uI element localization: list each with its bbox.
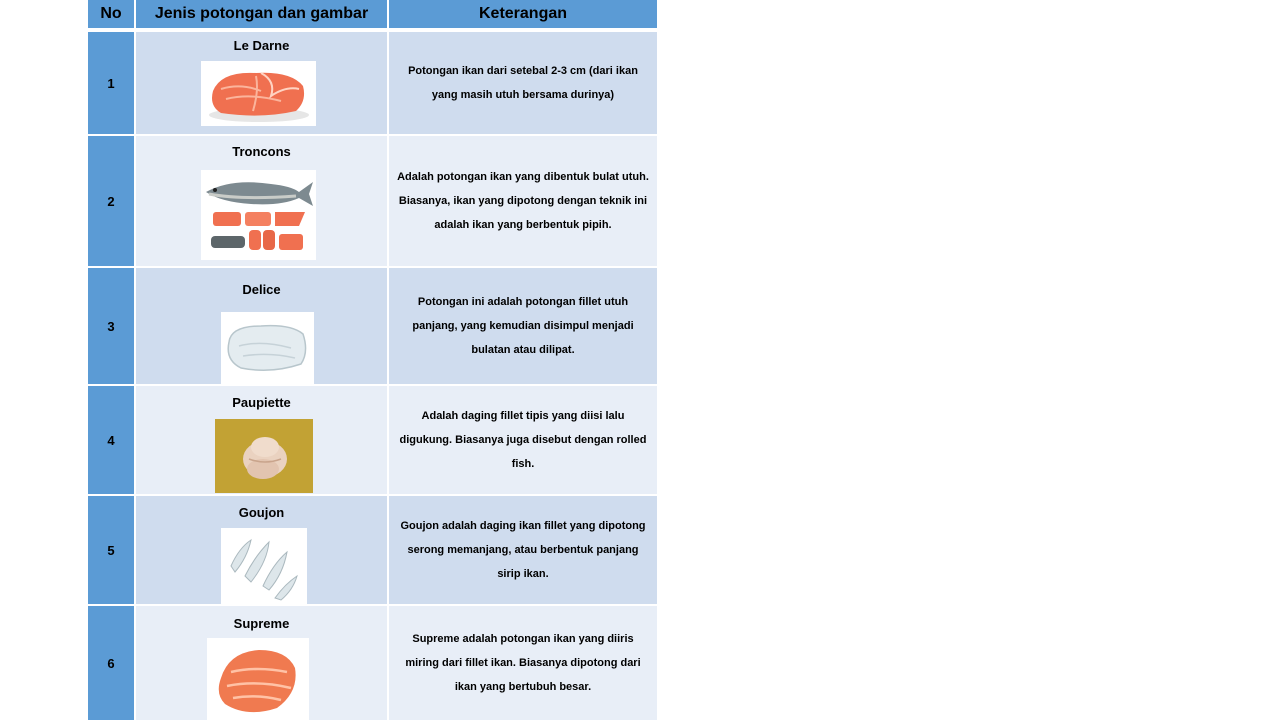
table-row — [88, 496, 657, 604]
row-number: 5 — [88, 496, 134, 604]
table-row — [88, 606, 657, 720]
row-number: 4 — [88, 386, 134, 494]
cut-cell — [136, 386, 387, 494]
row-number: 3 — [88, 268, 134, 384]
cut-cell — [136, 136, 387, 266]
desc-cell — [389, 496, 657, 604]
white-fillet-image — [221, 312, 314, 384]
cut-description: Adalah potongan ikan yang dibentuk bulat utuh. Biasanya, ikan yang dipotong dengan teknik ini adalah ikan yang berbentuk pipih. — [397, 171, 649, 231]
cut-description: Potongan ini adalah potongan fillet utuh panjang, yang kemudian disimpul menjadi bulatan atau dilipat. — [412, 296, 634, 356]
row-number: 1 — [88, 32, 134, 134]
cut-title: Delice — [242, 282, 281, 297]
cut-title: Le Darne — [233, 38, 290, 53]
rolled-fish-image — [215, 419, 313, 493]
table-row — [88, 386, 657, 494]
header-jenis: Jenis potongan dan gambar — [136, 0, 387, 28]
desc-cell — [389, 386, 657, 494]
desc-cell — [389, 136, 657, 266]
desc-cell — [389, 32, 657, 134]
cut-cell — [136, 268, 387, 384]
cut-description: Potongan ikan dari setebal 2-3 cm (dari ikan yang masih utuh bersama durinya) — [408, 65, 638, 101]
desc-cell — [389, 606, 657, 720]
cut-title: Troncons — [232, 144, 291, 159]
table-row — [88, 136, 657, 266]
cut-cell — [136, 606, 387, 720]
whole-fish-sliced-image — [201, 170, 316, 260]
table-row — [88, 32, 657, 134]
cut-description: Adalah daging fillet tipis yang diisi lalu digukung. Biasanya juga disebut dengan rolled fish. — [399, 410, 647, 470]
row-number: 6 — [88, 606, 134, 720]
cut-title: Supreme — [233, 616, 290, 631]
header-keterangan: Keterangan — [389, 0, 657, 28]
header-no: No — [88, 0, 134, 28]
cut-title: Paupiette — [232, 395, 291, 410]
fish-strips-image — [221, 528, 307, 604]
row-number: 2 — [88, 136, 134, 266]
cut-cell — [136, 32, 387, 134]
cut-title: Goujon — [238, 505, 285, 520]
cut-description: Goujon adalah daging ikan fillet yang dipotong serong memanjang, atau berbentuk panjang sirip ikan. — [400, 520, 646, 580]
salmon-fillet-image — [207, 638, 309, 720]
cut-description: Supreme adalah potongan ikan yang diiris miring dari fillet ikan. Biasanya dipotong dari ikan yang bertubuh besar. — [405, 633, 641, 693]
desc-cell — [389, 268, 657, 384]
table-row — [88, 268, 657, 384]
salmon-steak-image — [201, 61, 316, 126]
cut-cell — [136, 496, 387, 604]
